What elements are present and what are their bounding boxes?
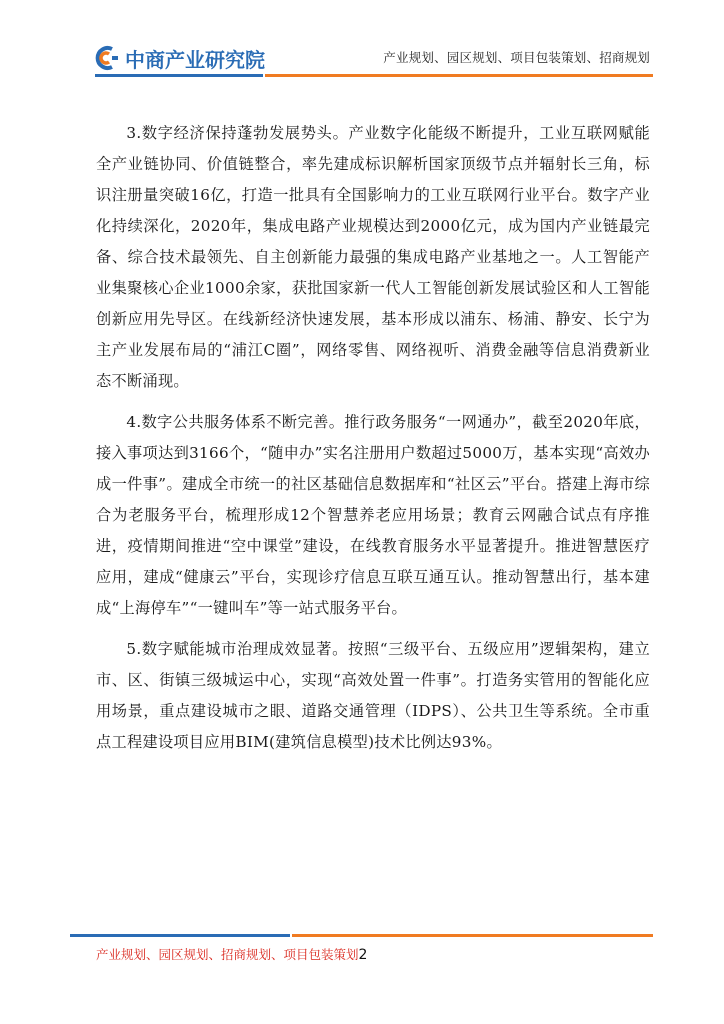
document-body [96,118,650,768]
logo-text: 中商产业研究院 [125,47,265,72]
logo-mark-icon [95,45,121,71]
company-logo [95,44,265,72]
header-rule-orange [265,74,653,77]
paragraph-city-governance: 5.数字赋能城市治理成效显著。按照“三级平台、五级应用”逻辑架构，建立市、区、街镇三级城运中心，实现“高效处置一件事”。打造务实管用的智能化应用场景，重点建设城市之眼、道路交通管理（IDPS）、公共卫生等系统。全市重点工程建设项目应用BIM(建筑信息模型)技术比例达93%。 [96,640,650,751]
footer-rule-blue [70,934,290,937]
footer-rule-orange [292,934,653,937]
paragraph-digital-economy: 3.数字经济保持蓬勃发展势头。产业数字化能级不断提升，工业互联网赋能全产业链协同、价值链整合，率先建成标识解析国家顶级节点并辐射长三角，标识注册量突破16亿，打造一批具有全国影响力的工业互联网行业平台。数字产业化持续深化，2020年，集成电路产业规模达到2000亿元，成为国内产业链最完备、综合技术最领先、自主创新能力最强的集成电路产业基地之一。人工智能产业集聚核心企业1000余家，获批国家新一代人工智能创新发展试验区和人工智能创新应用先导区。在线新经济快速发展，基本形成以浦东、杨浦、静安、长宁为主产业发展布局的“浦江C圈”，网络零售、网络视听、消费金融等信息消费新业态不断涌现。 [96,124,650,390]
page-header [0,0,724,82]
header-tagline: 产业规划、园区规划、项目包装策划、招商规划 [383,50,650,65]
footer-text: 产业规划、园区规划、招商规划、项目包装策划 [96,947,359,962]
page-footer [96,945,367,963]
paragraph-public-services: 4.数字公共服务体系不断完善。推行政务服务“一网通办”，截至2020年底，接入事项达到3166个，“随申办”实名注册用户数超过5000万，基本实现“高效办成一件事”。建成全市统一的社区基础信息数据库和“社区云”平台。搭建上海市综合为老服务平台，梳理形成12个智慧养老应用场景；教育云网融合试点有序推进，疫情期间推进“空中课堂”建设，在线教育服务水平显著提升。推进智慧医疗应用，建成“健康云”平台，实现诊疗信息互联互通互认。推动智慧出行，基本建成“上海停车”“一键叫车”等一站式服务平台。 [96,413,650,617]
header-rule-blue [95,74,263,77]
page-number: 2 [358,947,368,963]
